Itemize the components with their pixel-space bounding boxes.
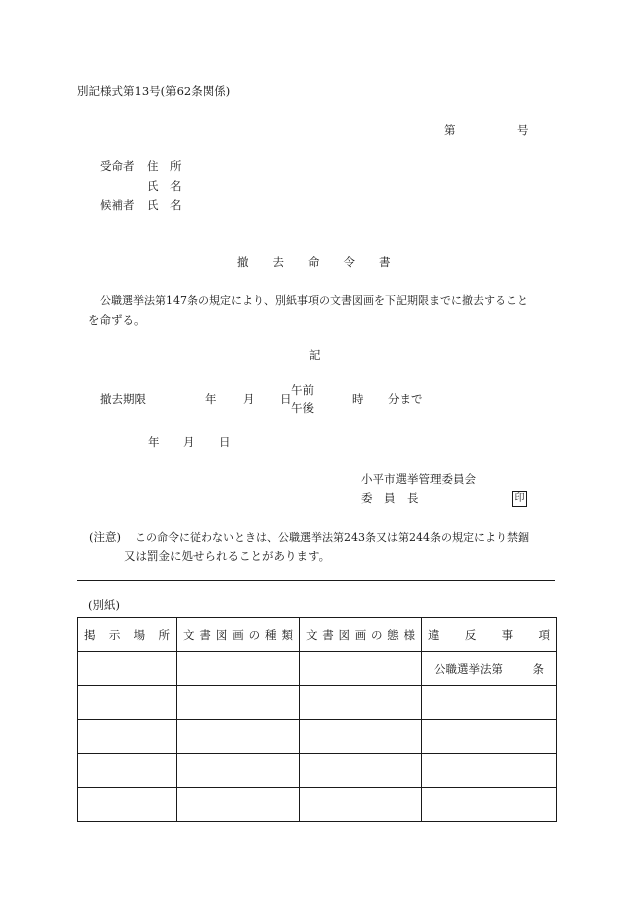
note-line-1: この命令に従わないときは、公職選挙法第243条又は第244条の規定により禁錮: [135, 531, 529, 544]
header-char: 類: [281, 627, 293, 642]
deadline-am: 午前: [291, 383, 314, 397]
header-char: 示: [108, 627, 121, 642]
header-char: 様: [403, 627, 415, 642]
attachment-table: [77, 617, 557, 822]
table-cell: [78, 652, 177, 686]
table-cell: [300, 652, 422, 686]
table-row: [78, 652, 557, 686]
table-row: [78, 788, 557, 822]
header-char: 文: [183, 627, 195, 642]
table-cell: [177, 754, 300, 788]
header-char: 事: [501, 627, 514, 642]
date-month: 月: [183, 435, 195, 449]
header-char: 所: [158, 627, 170, 642]
violation-prefix: 公職選挙法第: [434, 661, 503, 676]
table-cell: [177, 686, 300, 720]
violation-suffix: 条: [532, 661, 544, 676]
header-char: 書: [322, 627, 334, 642]
table-row: [78, 720, 557, 754]
title-char: 令: [343, 255, 355, 269]
table-cell: [177, 652, 300, 686]
divider: [77, 580, 555, 581]
header-char: 場: [133, 627, 146, 642]
table-cell: [300, 788, 422, 822]
deadline-label: 撤去期限: [100, 392, 146, 406]
title-char: 去: [272, 255, 284, 269]
table-row: [78, 754, 557, 788]
date-year: 年: [148, 435, 160, 449]
table-cell: [78, 754, 177, 788]
table-cell: [78, 686, 177, 720]
header-char: 項: [538, 627, 550, 642]
candidate-label: 候補者: [100, 198, 135, 212]
table-cell: [422, 754, 557, 788]
body-line-2: を命ずる。: [88, 313, 146, 327]
table-cell: [422, 788, 557, 822]
table-cell: [300, 686, 422, 720]
header-char: 違: [428, 627, 440, 642]
document-title: [237, 256, 391, 270]
table-row: [78, 686, 557, 720]
deadline-pm: 午後: [291, 401, 314, 415]
address-label: 住 所: [147, 159, 182, 173]
note-label: (注意): [89, 530, 121, 544]
deadline-minute: 分まで: [388, 392, 423, 406]
table-cell: [300, 754, 422, 788]
header-char: 図: [215, 627, 228, 642]
doc-number-prefix: 第: [444, 123, 456, 137]
header-char: 掲: [84, 627, 96, 642]
header-char: 反: [464, 627, 477, 642]
header-char: 態: [387, 627, 399, 642]
seal-icon: 印: [512, 491, 527, 507]
table-cell: [78, 788, 177, 822]
date-day: 日: [219, 435, 231, 449]
header-char: の: [371, 627, 383, 642]
doc-number-suffix: 号: [517, 123, 529, 137]
receiver-label: 受命者: [100, 159, 135, 173]
table-cell: [177, 720, 300, 754]
candidate-name-label: 氏 名: [147, 198, 182, 212]
header-char: の: [248, 627, 261, 642]
header-char: 画: [232, 627, 244, 642]
header-location: [78, 618, 177, 652]
issuer-title: 委 員 長: [361, 491, 419, 505]
receiver-name-label: 氏 名: [147, 179, 182, 193]
table-cell: [422, 686, 557, 720]
header-char: 種: [265, 627, 277, 642]
title-char: 書: [379, 255, 391, 269]
body-line-1: 公職選挙法第147条の規定により、別紙事項の文書図画を下記期限までに撤去すること: [100, 294, 528, 307]
table-cell: [177, 788, 300, 822]
attachment-label: (別紙): [88, 598, 120, 612]
header-char: 書: [199, 627, 211, 642]
header-violation: [422, 618, 557, 652]
deadline-hour: 時: [352, 392, 364, 406]
ki-heading: 記: [309, 348, 321, 362]
note-line-2: 又は罰金に処せられることがあります。: [124, 549, 331, 563]
header-char: 図: [338, 627, 350, 642]
title-char: 撤: [237, 255, 249, 269]
table-cell: [78, 720, 177, 754]
table-header-row: [78, 618, 557, 652]
form-number: 別記様式第13号(第62条関係): [77, 84, 231, 98]
header-char: 文: [306, 627, 318, 642]
title-char: 命: [308, 255, 320, 269]
deadline-year: 年: [205, 392, 217, 406]
header-char: 画: [354, 627, 367, 642]
issuer-org: 小平市選挙管理委員会: [361, 472, 476, 486]
violation-cell: [422, 652, 557, 686]
deadline-month: 月: [243, 392, 255, 406]
table-cell: [300, 720, 422, 754]
table-cell: [422, 720, 557, 754]
deadline-day: 日: [280, 392, 292, 406]
header-doc-form: [300, 618, 422, 652]
seal-mark: [512, 491, 527, 507]
header-doc-type: [177, 618, 300, 652]
